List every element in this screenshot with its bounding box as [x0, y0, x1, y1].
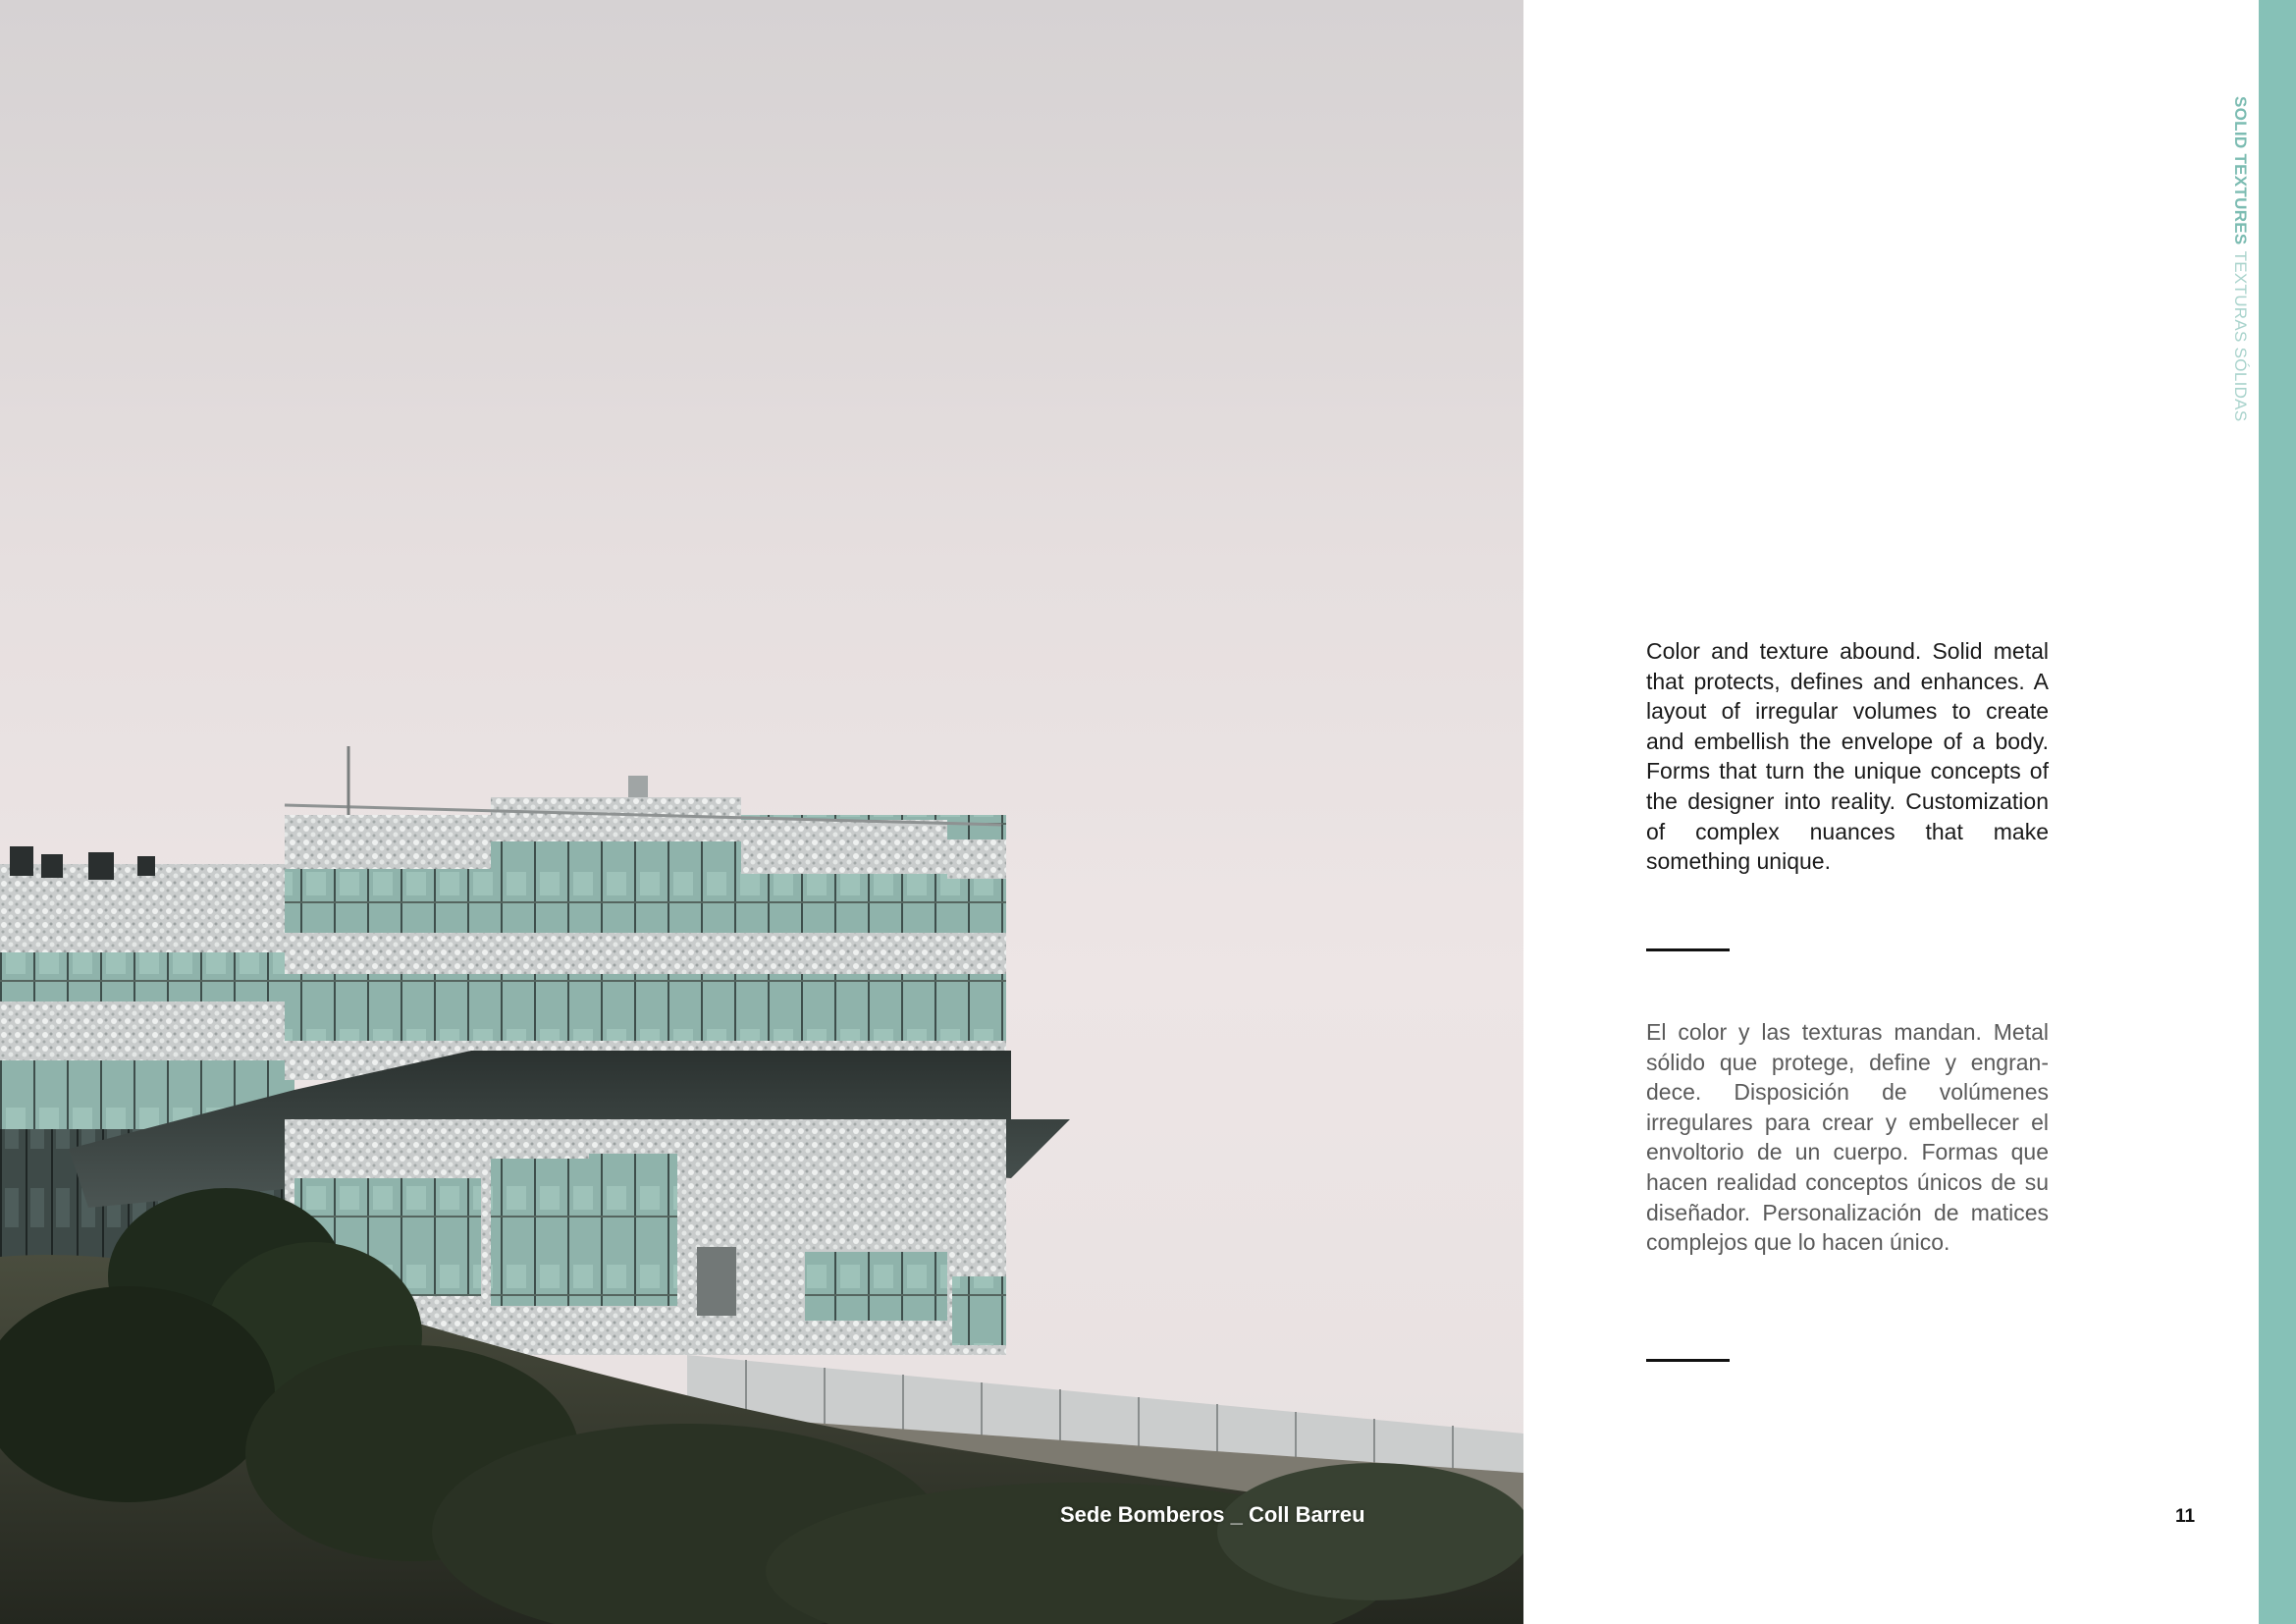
divider-rule — [1646, 948, 1730, 951]
accent-bar — [2259, 0, 2296, 1624]
divider-rule — [1646, 1359, 1730, 1362]
page-number: 11 — [2175, 1506, 2196, 1527]
running-head-english: SOLID TEXTURES — [2231, 96, 2250, 245]
running-head — [2220, 96, 2250, 430]
photo-caption: Sede Bomberos _ Coll Barreu — [1060, 1502, 1365, 1527]
body-text-english: Color and texture abound. Solid metal that protects, defines and enhances. A layout of irregular volumes to create and embellish the envelope of a body. Forms that turn the unique concepts of the designer into reality. Customization of complex nuances that make something unique. — [1646, 638, 2049, 875]
body-text-spanish: El color y las texturas mandan. Metal sólido que protege, define y engrandece. Disposición de volúmenes irregulares para crear y embellecer el envoltorio de un cuerpo. Formas que hacen realidad conceptos únicos de su diseñador. Personalización de matices complejos que lo hacen único. — [1646, 1019, 2049, 1256]
running-head-spanish: TEXTURAS SÓLIDAS — [2231, 250, 2250, 422]
